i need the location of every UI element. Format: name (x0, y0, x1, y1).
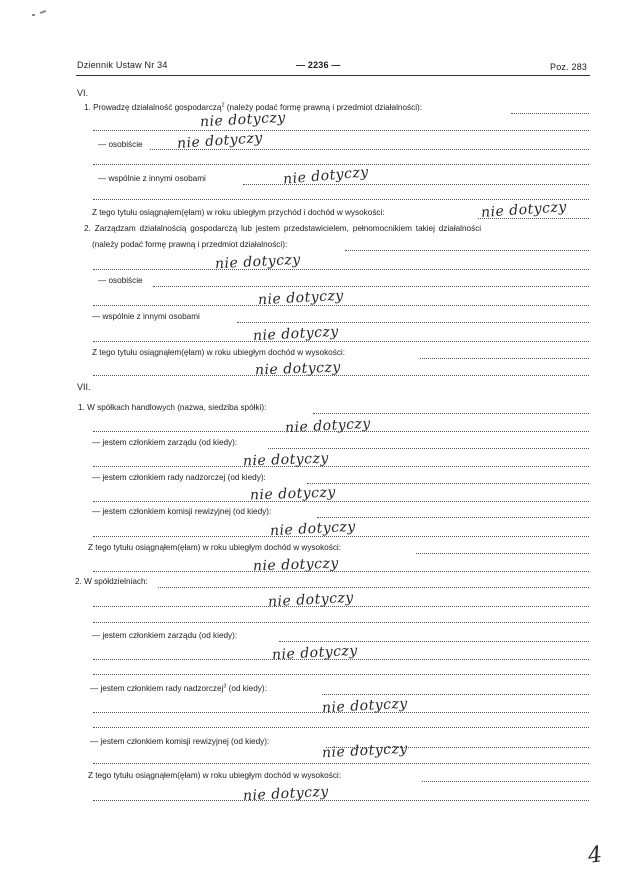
answer-line (416, 553, 589, 554)
answer-line (268, 448, 589, 449)
answer-7-1: nie dotyczy (284, 415, 372, 437)
answer-line (93, 659, 589, 660)
answer-line (93, 466, 589, 467)
answer-line (322, 694, 589, 695)
answer-line (478, 218, 589, 219)
page-number: — 2236 — (296, 60, 341, 70)
answer-line (93, 800, 589, 801)
answer-line (279, 641, 589, 642)
page-mark: 4 (586, 842, 605, 869)
answer-6-1-income: nie dotyczy (480, 199, 568, 221)
answer-line (93, 431, 589, 432)
answer-7-1-board: nie dotyczy (242, 450, 330, 470)
label-6-1-joint: — wspólnie z innymi osobami (98, 174, 206, 183)
answer-6-1-personal: nie dotyczy (176, 130, 264, 152)
item-6-2-text-2: (należy podać formę prawną i przedmiot działalności): (92, 240, 288, 249)
answer-line (93, 130, 589, 131)
answer-7-1-supervisory: nie dotyczy (249, 484, 337, 504)
answer-line (158, 587, 589, 588)
section-7-number: VII. (77, 382, 91, 392)
answer-6-2-income: nie dotyczy (254, 359, 342, 379)
answer-7-2-income: nie dotyczy (242, 783, 330, 805)
answer-line (153, 286, 589, 287)
scan-mark (32, 14, 35, 16)
answer-7-1-audit: nie dotyczy (269, 518, 357, 540)
answer-7-1-income: nie dotyczy (252, 555, 340, 575)
answer-line (93, 269, 589, 270)
answer-line (420, 358, 589, 359)
answer-6-2-joint: nie dotyczy (252, 323, 340, 345)
scan-mark (40, 10, 46, 14)
label-7-2-audit: — jestem członkiem komisji rewizyjnej (od kiedy): (90, 737, 270, 746)
answer-line (237, 322, 589, 323)
answer-line (93, 501, 589, 502)
answer-7-2-board: nie dotyczy (271, 642, 359, 664)
answer-line (93, 375, 589, 376)
answer-line (243, 184, 589, 185)
answer-line (345, 250, 589, 251)
label-7-1-audit: — jestem członkiem komisji rewizyjnej (od kiedy): (92, 507, 272, 516)
item-6-2-text-1: 2. Zarządzam działalnością gospodarczą lub jestem przedstawicielem, pełnomocnikiem takiej działalności (84, 224, 482, 233)
label-7-1-income: Z tego tytułu osiągnąłem(ęłam) w roku ubiegłym dochód w wysokości: (88, 543, 342, 552)
answer-line (313, 413, 589, 414)
section-6-number: VI. (77, 88, 89, 98)
position-number: Poz. 283 (550, 62, 588, 72)
answer-6-2: nie dotyczy (214, 251, 302, 273)
answer-line (422, 781, 589, 782)
answer-line (93, 763, 589, 764)
label-7-2-income: Z tego tytułu osiągnąłem(ęłam) w roku ubiegłym dochód w wysokości: (88, 771, 342, 780)
answer-line (93, 164, 589, 165)
answer-line (93, 536, 589, 537)
label-6-2-personal: — osobiście (98, 276, 143, 285)
item-7-2-text: 2. W spółdzielniach: (75, 577, 148, 586)
label-6-1-income: Z tego tytułu osiągnąłem(ęłam) w roku ubiegłym przychód i dochód w wysokości: (92, 208, 385, 217)
answer-6-2-personal: nie dotyczy (257, 287, 345, 309)
answer-line (150, 149, 589, 150)
answer-line (93, 571, 589, 572)
label-7-1-supervisory: — jestem członkiem rady nadzorczej (od kiedy): (92, 473, 266, 482)
answer-line (317, 517, 589, 518)
header-rule (76, 75, 590, 76)
label-7-2-board: — jestem członkiem zarządu (od kiedy): (92, 631, 238, 640)
answer-line (93, 712, 589, 713)
answer-7-2-audit: nie dotyczy (321, 740, 409, 762)
answer-line (93, 341, 589, 342)
answer-line (307, 483, 589, 484)
item-6-1-text: 1. Prowadzę działalność gospodarczą$^2$ (należy podać formę prawną i przedmiot działalności): (84, 102, 423, 112)
answer-6-1: nie dotyczy (199, 109, 287, 131)
answer-6-1-joint: nie dotyczy (282, 164, 370, 188)
answer-line (93, 674, 589, 675)
answer-7-2-supervisory: nie dotyczy (321, 695, 409, 717)
answer-7-2: nie dotyczy (267, 589, 355, 611)
label-7-2-supervisory: — jestem członkiem rady nadzorczej$^3$ (od kiedy): (90, 683, 267, 693)
label-7-1-board: — jestem członkiem zarządu (od kiedy): (92, 438, 238, 447)
item-7-1-text: 1. W spółkach handlowych (nazwa, siedziba spółki): (78, 403, 267, 412)
answer-line (93, 622, 589, 623)
journal-title: Dziennik Ustaw Nr 34 (77, 60, 168, 70)
label-6-2-income: Z tego tytułu osiągnąłem(ęłam) w roku ubiegłym dochód w wysokości: (92, 348, 346, 357)
label-6-2-joint: — wspólnie z innymi osobami (92, 312, 200, 321)
answer-line (93, 305, 589, 306)
label-6-1-personal: — osobiście (98, 140, 143, 149)
answer-line (511, 113, 589, 114)
answer-line (93, 606, 589, 607)
answer-line (93, 727, 589, 728)
answer-line (93, 199, 589, 200)
